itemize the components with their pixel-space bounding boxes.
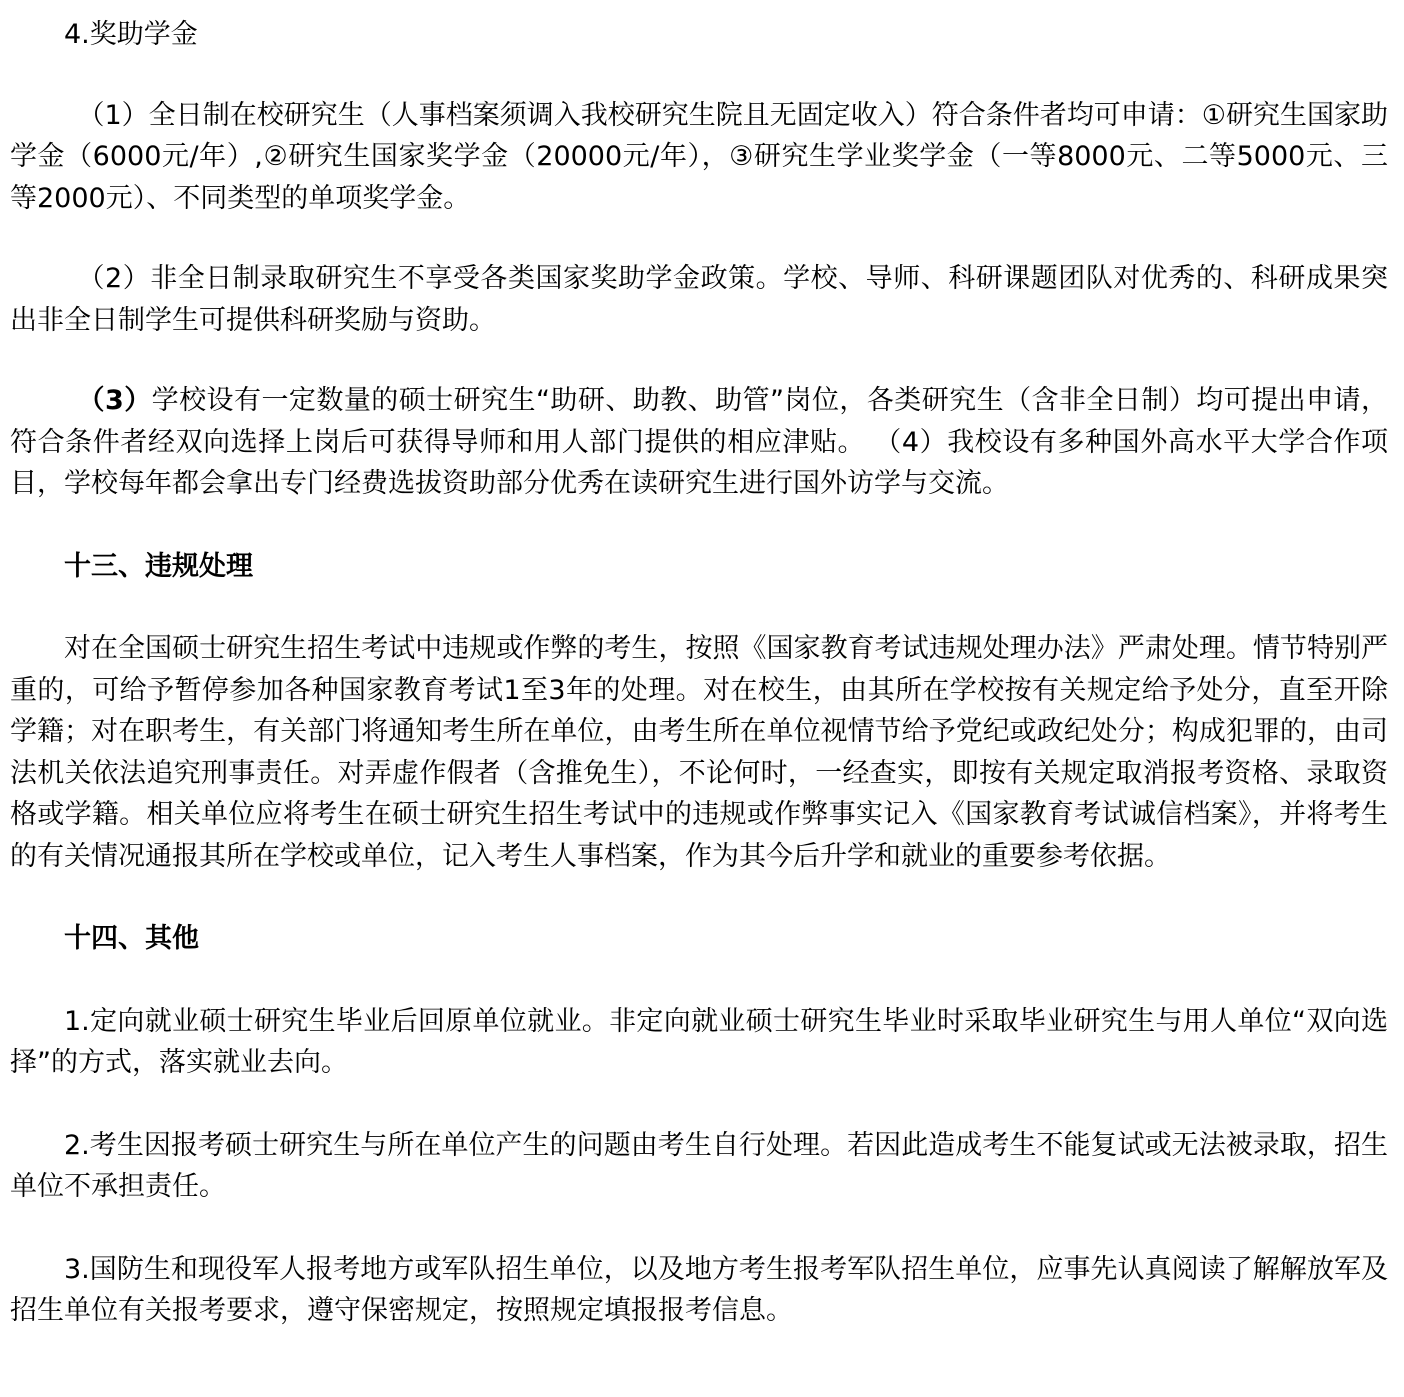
section-4-paragraph-3 (10, 380, 1388, 505)
section-4-paragraph-2: （2）非全日制录取研究生不享受各类国家奖助学金政策。学校、导师、科研课题团队对优秀的、科研成果突出非全日制学生可提供科研奖励与资助。 (10, 263, 1388, 336)
spacer (10, 219, 1388, 258)
section-14-heading: 十四、其他 (64, 923, 199, 954)
spacer (10, 587, 1388, 628)
spacer (10, 505, 1388, 546)
spacer (10, 1084, 1388, 1125)
spacer (10, 341, 1388, 380)
paragraph-3-text: 学校设有一定数量的硕士研究生“助研、助教、助管”岗位，各类研究生（含非全日制）均可提出申请，符合条件者经双向选择上岗后可获得导师和用人部门提供的相应津贴。 （4）我校设有多种国外高水平大学合作项目，学校每年都会拿出专门经费选拔资助部分优秀在读研究生进行国外访学与交流。 (10, 385, 1388, 499)
section-14-paragraph-3: 3.国防生和现役军人报考地方或军队招生单位，以及地方考生报考军队招生单位，应事先认真阅读了解解放军及招生单位有关报考要求，遵守保密规定，按照规定填报报考信息。 (10, 1253, 1388, 1326)
spacer (10, 960, 1388, 1001)
section-13-paragraph: 对在全国硕士研究生招生考试中违规或作弊的考生，按照《国家教育考试违规处理办法》严肃处理。情节特别严重的，可给予暂停参加各种国家教育考试1至3年的处理。对在校生，由其所在学校按有关规定给予处分，直至开除学籍；对在职考生，有关部门将通知考生所在单位，由考生所在单位视情节给予党纪或政纪处分；构成犯罪的，由司法机关依法追究刑事责任。对弄虚作假者（含推免生），不论何时，一经查实，即按有关规定取消报考资格、录取资格或学籍。相关单位应将考生在硕士研究生招生考试中的违规或作弊事实记入《国家教育考试诚信档案》，并将考生的有关情况通报其所在学校或单位，记入考生人事档案，作为其今后升学和就业的重要参考依据。 (10, 633, 1388, 872)
section-4-title: 4.奖助学金 (64, 19, 198, 50)
spacer (10, 56, 1388, 95)
section-4-paragraph-1: （1）全日制在校研究生（人事档案须调入我校研究生院且无固定收入）符合条件者均可申请：①研究生国家助学金（6000元/年）,②研究生国家奖学金（20000元/年），③研究生学业奖学金（一等8000元、二等5000元、三等2000元）、不同类型的单项奖学金。 (10, 99, 1388, 214)
section-14-paragraph-1: 1.定向就业硕士研究生毕业后回原单位就业。非定向就业硕士研究生毕业时采取毕业研究生与用人单位“双向选择”的方式，落实就业去向。 (10, 1005, 1388, 1078)
spacer (10, 1208, 1388, 1249)
section-13-heading: 十三、违规处理 (64, 550, 253, 582)
document-body (10, 14, 1388, 1332)
paragraph-3-lead: （3） (77, 385, 152, 416)
spacer (10, 877, 1388, 918)
section-14-paragraph-2: 2.考生因报考硕士研究生与所在单位产生的问题由考生自行处理。若因此造成考生不能复试或无法被录取，招生单位不承担责任。 (10, 1129, 1388, 1202)
